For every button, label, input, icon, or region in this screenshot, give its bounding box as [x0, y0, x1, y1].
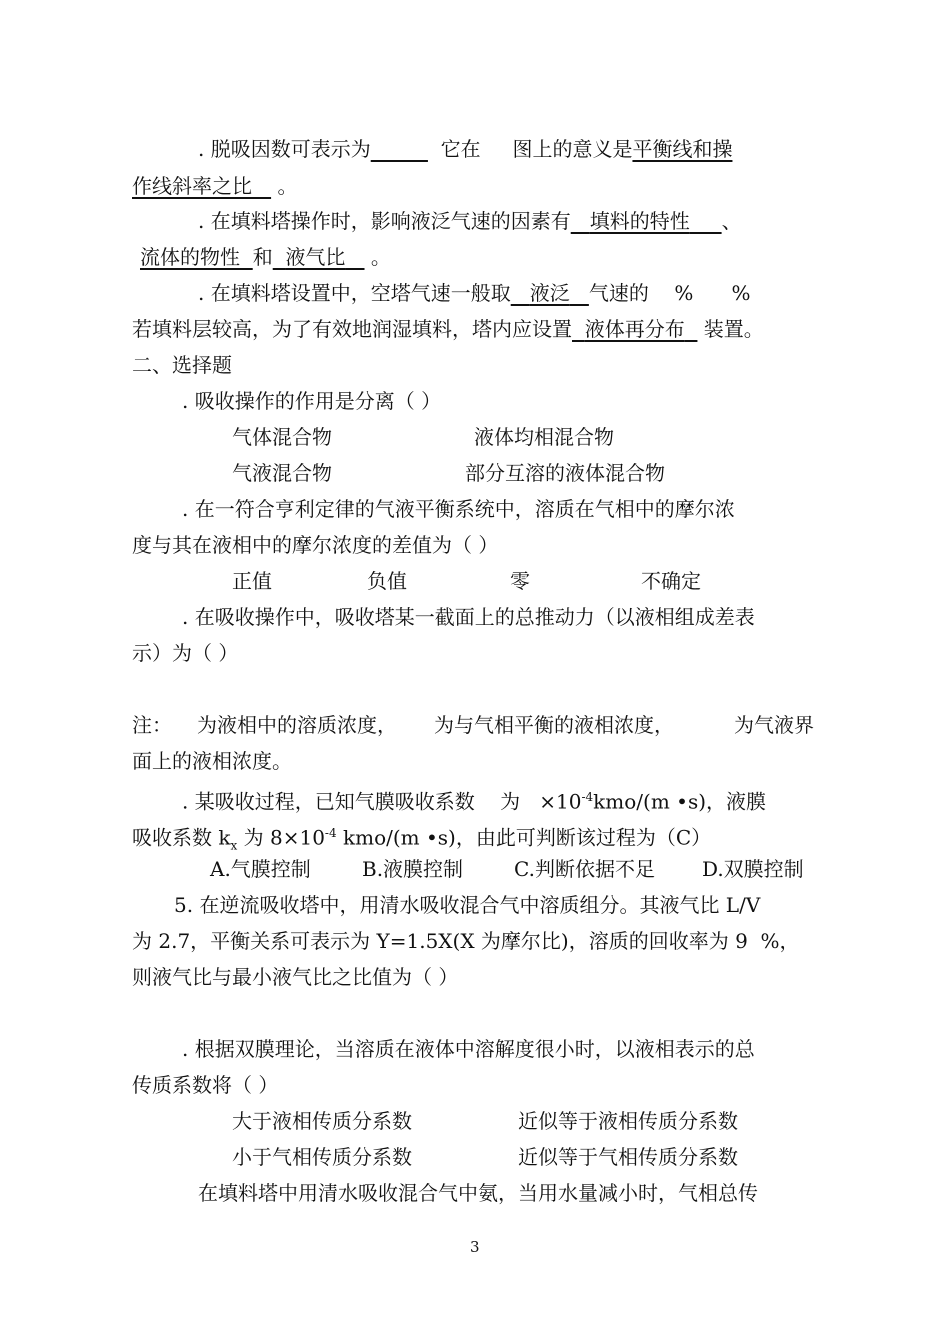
- fill-q1-answer-1: 平衡线和操: [632, 137, 733, 161]
- section2-title: 二、选择题: [132, 353, 232, 377]
- choice-q2-option-3: 零: [510, 569, 530, 593]
- choice-q2-option-1: 正值: [232, 569, 272, 593]
- choice-q1-option-3: 气液混合物: [232, 461, 332, 485]
- choice-q6-option-1: 大于液相传质分系数: [232, 1109, 412, 1133]
- fill-q2-answer-3: 液气比: [285, 245, 346, 269]
- choice-q4-text-e: •s)，液膜: [676, 789, 767, 814]
- fill-q3-line1: [198, 281, 751, 305]
- choice-q1-stem: . 吸收操作的作用是分离（ ）: [182, 389, 442, 413]
- choice-q3-stem-line2: 示）为（ ）: [132, 641, 239, 665]
- choice-q3-note-text-2: 为与气相平衡的液相浓度，: [434, 713, 674, 737]
- choice-q1-option-1: 气体混合物: [232, 425, 332, 449]
- choice-q6-stem-line1: . 根据双膜理论，当溶质在液体中溶解度很小时，以液相表示的总: [182, 1037, 755, 1061]
- fill-q1-text-b: 它在: [440, 137, 481, 161]
- choice-q4-exponent-1: -4: [581, 790, 594, 804]
- fill-q3-text-a: . 在填料塔设置中，空塔气速一般取: [198, 281, 511, 305]
- choice-q6-option-4: 近似等于气相传质分系数: [518, 1145, 738, 1169]
- choice-q4-unit-1: kmo/(m: [593, 789, 670, 814]
- fill-q3-line2: [132, 317, 764, 341]
- choice-q2-option-2: 负值: [367, 569, 407, 593]
- fill-q3-percent-1: %: [674, 281, 694, 305]
- fill-q2-answer-1: 填料的特性: [589, 209, 690, 233]
- choice-q4-text-b: 为: [500, 789, 521, 814]
- choice-q1-option-2: 液体均相混合物: [474, 425, 614, 449]
- page-number: 3: [470, 1238, 480, 1256]
- fill-q2-comma: 、: [721, 209, 742, 233]
- choice-q4-exponent-2: -4: [324, 826, 337, 840]
- choice-q3-note-label: 注：: [132, 713, 172, 737]
- choice-q4-subscript: x: [230, 838, 238, 853]
- choice-q4-text-i: •s)，由此可判断该过程为（C）: [425, 825, 712, 850]
- choice-q3-note-line2: 面上的液相浓度。: [132, 749, 292, 773]
- fill-q3-percent-2: %: [731, 281, 751, 305]
- choice-q4-stem-line1: [182, 785, 766, 814]
- choice-q2-stem-line2: 度与其在液相中的摩尔浓度的差值为（ ）: [132, 533, 499, 557]
- choice-q4-unit-2: kmo/(m: [342, 825, 420, 850]
- choice-q4-option-4: D.双膜控制: [702, 857, 804, 881]
- fill-q2-period: 。: [370, 245, 391, 269]
- fill-q1-blank-1: [371, 137, 428, 161]
- choice-q3-stem-line1: . 在吸收操作中，吸收塔某一截面上的总推动力（以液相组成差表: [182, 605, 755, 629]
- choice-q5-stem-line2: [132, 929, 800, 953]
- choice-q4-text-g: 为 8×10: [243, 825, 325, 850]
- fill-q3-answer-2: 液体再分布: [584, 317, 685, 341]
- choice-q4-option-2: B.液膜控制: [362, 857, 464, 881]
- choice-q4-text-c: ×10: [539, 789, 582, 814]
- choice-q5-stem-line3: 则液气比与最小液气比之比值为（ ）: [132, 965, 459, 989]
- fill-q1-line1: [198, 137, 732, 161]
- fill-q3-answer-1: 液泛: [529, 281, 570, 305]
- choice-q2-option-4: 不确定: [641, 569, 701, 593]
- choice-q6-option-2: 近似等于液相传质分系数: [518, 1109, 738, 1133]
- choice-q1-option-4: 部分互溶的液体混合物: [465, 461, 665, 485]
- choice-q6-option-3: 小于气相传质分系数: [232, 1145, 412, 1169]
- choice-q4-text-f: 吸收系数 k: [132, 825, 231, 850]
- choice-q4-stem-line2: [132, 821, 711, 858]
- fill-q1-text-a: . 脱吸因数可表示为: [198, 137, 371, 161]
- fill-q2-line2: [140, 245, 391, 269]
- fill-q1-text-c: 图上的意义是: [512, 137, 633, 161]
- choice-q5-text-c: %，: [760, 929, 800, 953]
- fill-q1-line2: [132, 174, 297, 198]
- fill-q3-text-f: 若填料层较高，为了有效地润湿填料，塔内应设置: [132, 317, 572, 341]
- choice-q5-stem-line1: 5. 在逆流吸收塔中，用清水吸收混合气中溶质组分。其液气比 L/V: [174, 893, 761, 917]
- choice-q5-text-b: 为 2.7，平衡关系可表示为 Y=1.5X(X 为摩尔比)，溶质的回收率为 9: [132, 929, 748, 953]
- choice-q2-stem-line1: . 在一符合亨利定律的气液平衡系统中，溶质在气相中的摩尔浓: [182, 497, 735, 521]
- fill-q1-period: 。: [277, 174, 298, 198]
- choice-q7-stem-line1: 在填料塔中用清水吸收混合气中氨，当用水量减小时，气相总传: [198, 1181, 758, 1205]
- fill-q2-and: 和: [252, 245, 273, 269]
- fill-q3-text-h: 装置。: [703, 317, 764, 341]
- choice-q6-stem-line2: 传质系数将（ ）: [132, 1073, 279, 1097]
- fill-q2-answer-2: 流体的物性: [140, 245, 240, 269]
- choice-q4-option-1: A.气膜控制: [210, 857, 311, 881]
- fill-q3-text-c: 气速的: [588, 281, 649, 305]
- choice-q3-note-text-1: 为液相中的溶质浓度，: [197, 713, 397, 737]
- choice-q3-note-text-3: 为气液界: [734, 713, 814, 737]
- fill-q2-line1: [198, 209, 742, 233]
- fill-q2-text-a: . 在填料塔操作时，影响液泛气速的因素有: [198, 209, 571, 233]
- choice-q4-option-3: C.判断依据不足: [514, 857, 655, 881]
- fill-q1-answer-2: 作线斜率之比: [132, 174, 252, 198]
- choice-q4-text-a: . 某吸收过程，已知气膜吸收系数: [182, 789, 475, 814]
